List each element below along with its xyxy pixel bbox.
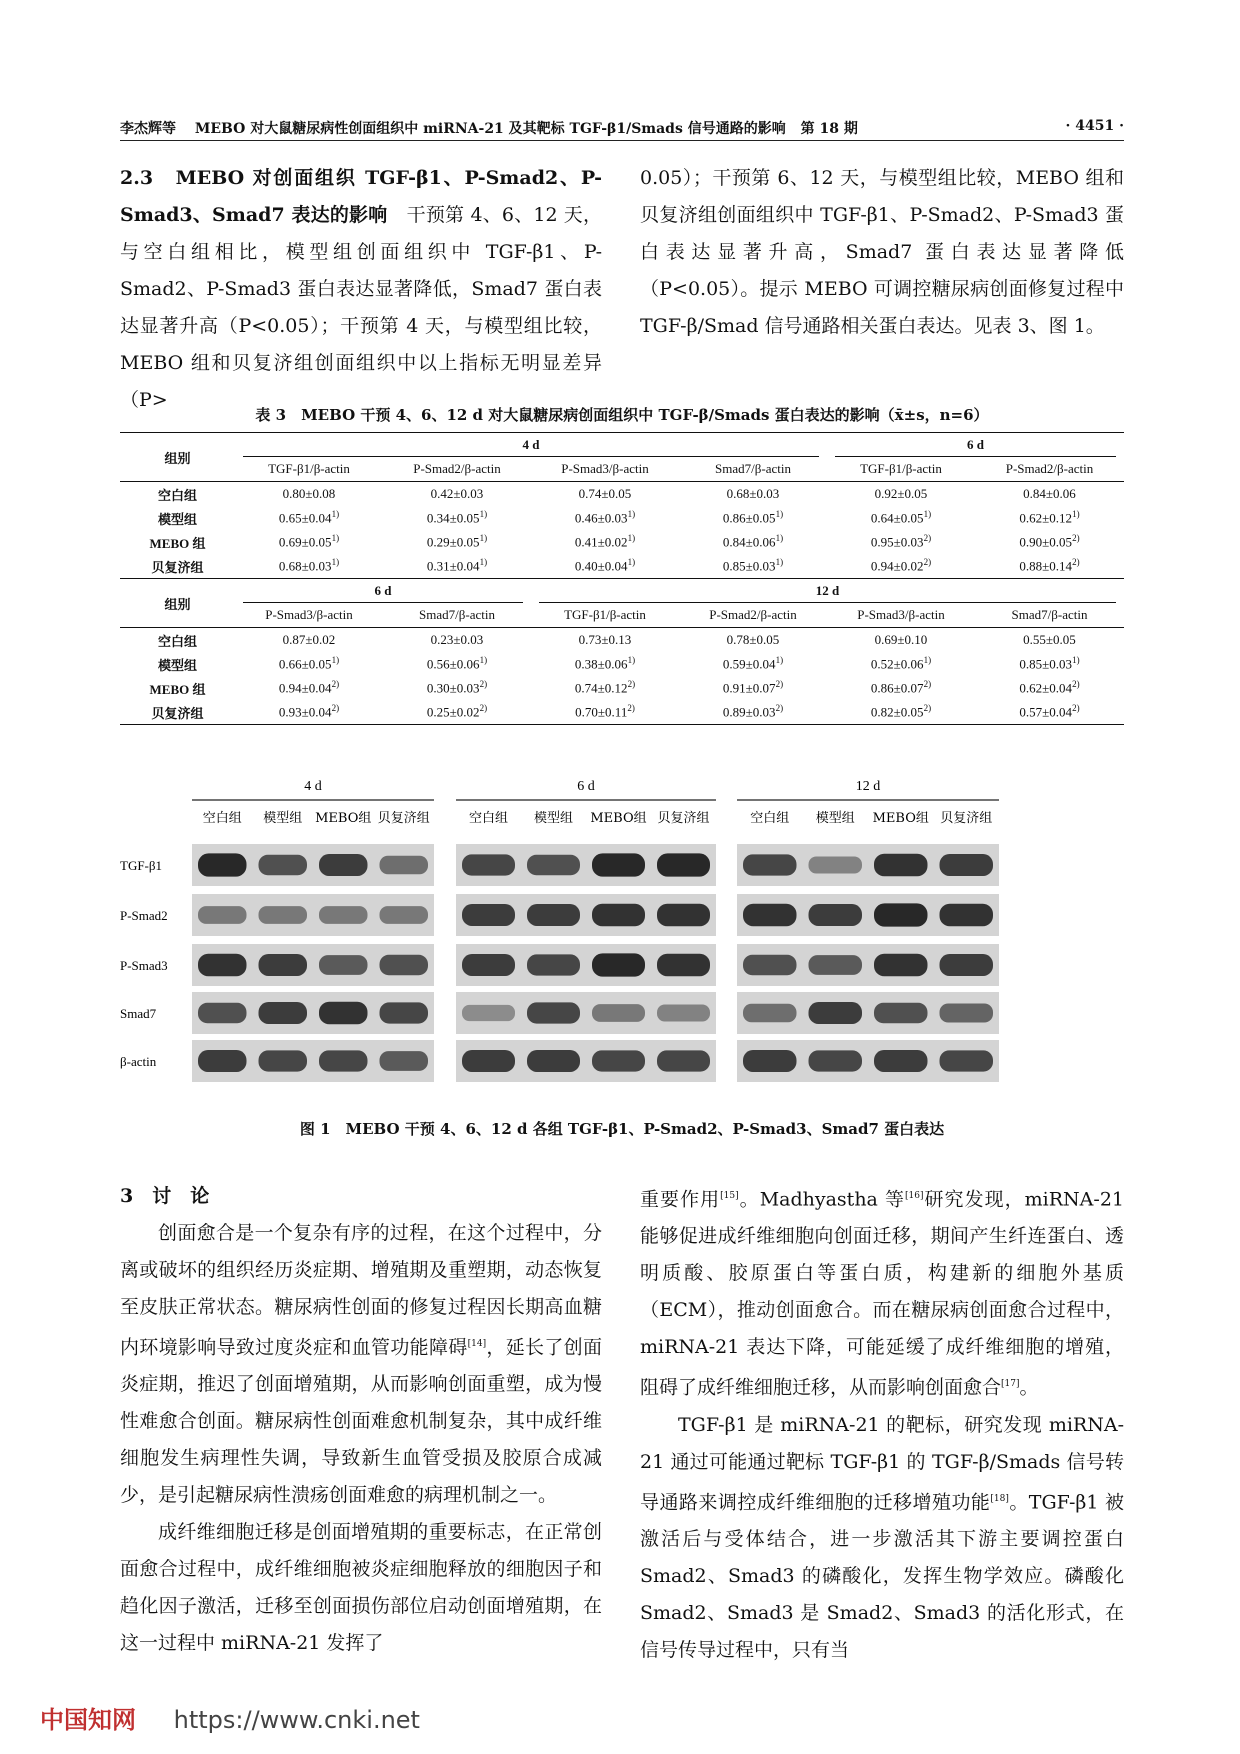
figure-1-caption: 图 1 MEBO 干预 4、6、12 d 各组 TGF-β1、P-Smad2、P-Smad3、Smad7 蛋白表达 [299, 1120, 945, 1138]
protein-band [940, 904, 994, 927]
table-cell [975, 506, 1124, 530]
significance-marker: 1) [627, 557, 636, 568]
significance-marker: 2) [331, 703, 340, 714]
timepoint-rule: 6 d [835, 434, 1116, 457]
cell-value: 0.69±0.05 [278, 534, 332, 550]
timepoint-rule: 6 d [243, 580, 523, 603]
protein-band [809, 1002, 863, 1024]
significance-marker: 2) [479, 679, 488, 690]
significance-marker: 2) [923, 533, 932, 544]
protein-band [809, 857, 863, 874]
discussion-paragraph-3: TGF-β1 是 miRNA-21 的靶标，研究发现 miRNA-21 通过可能通过靶标 TGF-β1 的 TGF-β/Smads 信号转导通路来调控成纤维细胞的迁移增殖功能 [640, 1413, 1124, 1513]
cell-value: 0.94±0.04 [278, 680, 332, 696]
table-cell [975, 700, 1124, 725]
significance-marker: 1) [627, 509, 636, 520]
table-cell [679, 652, 827, 676]
cell-value: 0.84±0.06 [722, 534, 776, 550]
lane-label: 模型组 [263, 811, 303, 826]
table-cell [235, 530, 383, 554]
ref-17: [17] [1001, 1379, 1020, 1390]
group-header: 组别 [120, 579, 235, 628]
ref-18: [18] [990, 1493, 1009, 1504]
row-group-label: 模型组 [157, 511, 197, 527]
table-cell [235, 482, 383, 507]
protein-band [198, 906, 247, 924]
significance-marker: 1) [331, 509, 340, 520]
cell-value: 0.31±0.04 [426, 558, 480, 574]
timepoint-label: 12 d [855, 780, 881, 794]
table-cell [679, 530, 827, 554]
column-header: P-Smad2/β-actin [709, 607, 797, 622]
section-2-3-text: 干预第 4、6、12 天，与空白组相比，模型组创面组织中 TGF-β1、P-Smad2、P-Smad3 蛋白表达显著降低，Smad7 蛋白表达显著升高（P<0.05）；干预第 4 天，与模型组比较，MEBO 组和贝复济组创面组织中以上指标无明显差异（P> [120, 204, 603, 411]
protein-band [527, 855, 580, 876]
timepoint-label: 6 d [577, 780, 595, 794]
cell-value: 0.78±0.05 [726, 632, 780, 647]
significance-marker: 1) [775, 655, 784, 666]
table-cell [383, 554, 531, 579]
table-cell [383, 506, 531, 530]
protein-band [809, 1050, 863, 1071]
lane-label: 模型组 [533, 811, 574, 826]
table-cell [383, 700, 531, 725]
discussion-paragraph-2-cont-d: 。 [1019, 1376, 1039, 1399]
table-row [120, 530, 1124, 554]
column-header: P-Smad2/β-actin [1005, 461, 1094, 476]
protein-band [462, 954, 515, 976]
table-cell [827, 628, 975, 653]
header-title: MEBO 对大鼠糖尿病性创面组织中 miRNA-21 及其靶标 TGF-β1/Smads 信号通路的影响 [194, 121, 786, 137]
protein-band [874, 854, 928, 877]
discussion-paragraph-2-cont-c: 研究发现，miRNA-21 能够促进成纤维细胞向创面迁移，期间产生纤连蛋白、透明质酸、胶原蛋白等蛋白质，构建新的细胞外基质（ECM），推动创面愈合。而在糖尿病创面愈合过程中，miRNA-21 表达下降，可能延缓了成纤维细胞的增殖，阻碍了成纤维细胞迁移，从而影响创面愈合 [640, 1188, 1124, 1399]
significance-marker: 2) [923, 557, 932, 568]
discussion-paragraph-2-cont-b: 。Madhyastha 等 [738, 1188, 905, 1211]
protein-band [380, 856, 429, 874]
protein-band [259, 1002, 308, 1024]
cell-value: 0.30±0.03 [426, 680, 480, 696]
table-cell [827, 676, 975, 700]
cell-value: 0.68±0.03 [278, 558, 332, 574]
table-row [120, 652, 1124, 676]
table-cell [235, 676, 383, 700]
protein-label: β-actin [120, 1054, 157, 1069]
significance-marker: 2) [1072, 557, 1080, 568]
column-header: P-Smad3/β-actin [857, 607, 945, 622]
table-cell [235, 506, 383, 530]
table-cell [383, 628, 531, 653]
row-group-label: 贝复济组 [120, 554, 235, 579]
timepoint-rule: 12 d [539, 580, 1116, 603]
column-header: TGF-β1/β-actin [268, 461, 350, 476]
column-header: P-Smad3/β-actin [561, 461, 649, 476]
cell-value: 0.29±0.05 [426, 534, 480, 550]
table-cell [827, 554, 975, 579]
timepoint-header [531, 579, 1124, 604]
protein-band [940, 1003, 994, 1022]
table-cell [827, 652, 975, 676]
cell-value: 0.93±0.04 [278, 704, 332, 720]
lane-label: 贝复济组 [377, 811, 430, 826]
cell-value: 0.87±0.02 [282, 632, 336, 647]
significance-marker: 1) [479, 655, 488, 666]
discussion-paragraph-3b: 。TGF-β1 被激活后与受体结合，进一步激活其下游主要调控蛋白 Smad2、Smad3 的磷酸化，发挥生物学效应。磷酸化 Smad2、Smad3 是 Smad2、Smad3 的活化形式，在信号传导过程中，只有当 [640, 1490, 1124, 1661]
table-cell [975, 530, 1124, 554]
cell-value: 0.66±0.05 [278, 656, 332, 672]
significance-marker: 1) [331, 533, 340, 544]
right-column-bottom [640, 1178, 1124, 1669]
protein-band [592, 904, 645, 927]
table-cell [235, 554, 383, 579]
table-cell [531, 530, 679, 554]
cell-value: 0.94±0.02 [870, 558, 924, 574]
protein-band [198, 1003, 247, 1024]
table-cell [235, 628, 383, 653]
cell-value: 0.41±0.02 [574, 534, 628, 550]
protein-band [527, 1002, 580, 1023]
running-header [120, 118, 1124, 138]
cnki-url[interactable]: https://www.cnki.net [173, 1706, 420, 1734]
lane-label: 贝复济组 [657, 811, 710, 826]
protein-band [657, 904, 710, 927]
protein-band [874, 903, 928, 926]
cell-value: 0.25±0.02 [426, 704, 480, 720]
table-row [120, 482, 1124, 507]
cell-value: 0.74±0.12 [574, 680, 628, 696]
cell-value: 0.89±0.03 [722, 704, 776, 720]
ref-14: [14] [467, 1339, 487, 1349]
table-cell [383, 530, 531, 554]
cell-value: 0.95±0.03 [870, 534, 924, 550]
cell-value: 0.74±0.05 [578, 486, 632, 501]
cell-value: 0.62±0.12 [1019, 510, 1073, 526]
discussion-paragraph-2: 成纤维细胞迁移是创面增殖期的重要标志，在正常创面愈合过程中，成纤维细胞被炎症细胞释放的细胞因子和趋化因子激活，迁移至创面损伤部位启动创面增殖期，在这一过程中 miRNA-21 发挥了 [120, 1521, 602, 1655]
cell-value: 0.55±0.05 [1023, 632, 1076, 647]
significance-marker: 1) [479, 557, 488, 568]
protein-band [743, 854, 797, 875]
protein-band [592, 853, 645, 876]
lane-label: 空白组 [468, 811, 509, 826]
header-rule [120, 140, 1124, 141]
cell-value: 0.62±0.04 [1019, 680, 1073, 696]
cell-value: 0.82±0.05 [870, 704, 924, 720]
discussion-paragraph-1b: ，延长了创面炎症期，推迟了创面增殖期，从而影响创面重塑，成为慢性难愈合创面。糖尿病性创面难愈机制复杂，其中成纤维细胞发生病理性失调，导致新生血管受损及胶原合成减少，是引起糖尿病性溃疡创面难愈的病理机制之一。 [120, 1336, 602, 1507]
cell-value: 0.59±0.04 [722, 656, 776, 672]
table-cell [531, 676, 679, 700]
row-group-label: 模型组 [157, 657, 197, 673]
protein-band [940, 854, 994, 876]
cell-value: 0.88±0.14 [1019, 558, 1073, 574]
header-authors: 李杰辉等 [120, 121, 176, 137]
column-header: Smad7/β-actin [1011, 607, 1088, 622]
protein-band [743, 1004, 797, 1022]
protein-band [462, 854, 515, 875]
protein-band [259, 1050, 308, 1071]
table-row [120, 506, 1124, 530]
protein-band [592, 953, 645, 976]
significance-marker: 1) [627, 533, 636, 544]
significance-marker: 2) [775, 679, 784, 690]
protein-band [527, 1050, 580, 1072]
cell-value: 0.68±0.03 [726, 486, 780, 501]
protein-band [259, 954, 308, 976]
table-cell [975, 652, 1124, 676]
lane-label: MEBO组 [872, 811, 929, 826]
cell-value: 0.80±0.08 [282, 486, 336, 501]
protein-band [259, 855, 308, 876]
significance-marker: 1) [1072, 509, 1080, 520]
protein-band [319, 1002, 368, 1025]
footer [40, 1700, 420, 1735]
significance-marker: 2) [627, 703, 635, 714]
figure-1-western-blot [120, 780, 1124, 1100]
cell-value: 0.52±0.06 [870, 656, 924, 672]
table-cell [531, 482, 679, 507]
table-row [120, 554, 1124, 579]
cell-value: 0.38±0.06 [574, 656, 628, 672]
protein-band [743, 904, 797, 927]
column-header: TGF-β1/β-actin [564, 607, 646, 622]
significance-marker: 1) [479, 509, 488, 520]
protein-band [657, 853, 710, 876]
cell-value: 0.56±0.06 [426, 656, 480, 672]
cell-value: 0.69±0.10 [874, 632, 928, 647]
protein-band [319, 955, 368, 975]
significance-marker: 1) [923, 509, 932, 520]
table-cell [235, 652, 383, 676]
discussion-paragraph-2-cont-a: 重要作用 [640, 1188, 721, 1211]
cell-value: 0.40±0.04 [574, 558, 628, 574]
table-cell [531, 506, 679, 530]
significance-marker: 2) [775, 703, 784, 714]
timepoint-rule: 4 d [243, 434, 819, 457]
cell-value: 0.85±0.03 [722, 558, 776, 574]
cell-value: 0.57±0.04 [1019, 704, 1073, 720]
ref-16: [16] [904, 1191, 924, 1201]
protein-band [198, 853, 247, 876]
significance-marker: 1) [775, 509, 784, 520]
column-header: P-Smad2/β-actin [413, 461, 501, 476]
protein-band [380, 1002, 429, 1023]
significance-marker: 1) [331, 557, 340, 568]
protein-label: TGF-β1 [120, 858, 163, 873]
significance-marker: 2) [331, 679, 340, 690]
protein-band [592, 1004, 645, 1022]
table-cell [679, 506, 827, 530]
table-cell [531, 700, 679, 725]
cell-value: 0.65±0.04 [278, 510, 332, 526]
protein-band [743, 1050, 797, 1072]
protein-band [940, 954, 994, 976]
ref-15: [15] [720, 1191, 739, 1201]
table-3 [120, 432, 1124, 725]
left-column-bottom [120, 1178, 602, 1662]
cell-value: 0.90±0.05 [1019, 534, 1073, 550]
protein-band [319, 1050, 368, 1071]
protein-band [657, 1050, 710, 1071]
protein-band [809, 904, 863, 926]
section-2-3-heading: 2.3 MEBO 对创面组织 TGF-β1、P-Smad2、P-Smad3、Smad7 表达的影响 [120, 167, 602, 226]
discussion-paragraph-1: 创面愈合是一个复杂有序的过程，在这个过程中，分离或破坏的组织经历炎症期、增殖期及重塑期，动态恢复至皮肤正常状态。糖尿病性创面的修复过程因长期高血糖内环境影响导致过度炎症和血管功能障碍 [120, 1222, 602, 1359]
right-column-top [640, 160, 1124, 345]
protein-band [940, 1050, 994, 1071]
table-cell [679, 700, 827, 725]
column-header: P-Smad3/β-actin [265, 607, 353, 622]
protein-band [874, 1003, 928, 1024]
table-row [120, 700, 1124, 725]
cell-value: 0.34±0.05 [426, 510, 480, 526]
row-group-label: 贝复济组 [120, 700, 235, 725]
left-column-top [120, 160, 602, 419]
protein-band [809, 955, 863, 975]
protein-band [319, 854, 368, 876]
column-header: Smad7/β-actin [715, 461, 791, 476]
protein-band [874, 954, 928, 977]
table-cell [975, 676, 1124, 700]
table-cell [975, 482, 1124, 507]
timepoint-label: 4 d [304, 780, 322, 794]
header-page-number: · 4451 · [1065, 118, 1124, 134]
significance-marker: 1) [479, 533, 488, 544]
significance-marker: 1) [627, 655, 636, 666]
lane-label: 模型组 [815, 811, 855, 826]
table-cell [679, 676, 827, 700]
significance-marker: 1) [923, 655, 932, 666]
table-cell [383, 652, 531, 676]
table-cell [827, 482, 975, 507]
lane-label: MEBO组 [590, 811, 647, 826]
protein-band [380, 906, 429, 924]
cell-value: 0.70±0.11 [575, 704, 628, 720]
protein-band [380, 1051, 429, 1071]
significance-marker: 2) [923, 703, 932, 714]
protein-band [462, 904, 515, 926]
row-group-label: MEBO 组 [149, 535, 206, 551]
cell-value: 0.84±0.06 [1023, 486, 1076, 501]
section-3-heading: 3 讨 论 [120, 1185, 210, 1207]
table-cell [679, 482, 827, 507]
timepoint-header [235, 433, 827, 458]
significance-marker: 1) [1072, 655, 1080, 666]
cell-value: 0.92±0.05 [874, 486, 928, 501]
cnki-logo: 中国知网 [40, 1706, 136, 1734]
protein-label: Smad7 [120, 1006, 157, 1021]
table-row [120, 676, 1124, 700]
row-group-label: 空白组 [120, 628, 235, 653]
table-row [120, 628, 1124, 653]
protein-band [527, 954, 580, 975]
protein-band [198, 1050, 247, 1072]
table-cell [679, 628, 827, 653]
protein-band [462, 1050, 515, 1072]
protein-band [319, 906, 368, 924]
table-cell [827, 506, 975, 530]
lane-label: 空白组 [750, 811, 790, 826]
cell-value: 0.86±0.07 [870, 680, 924, 696]
cell-value: 0.46±0.03 [574, 510, 628, 526]
table-cell [975, 628, 1124, 653]
lane-label: 贝复济组 [940, 811, 993, 826]
table-cell [827, 700, 975, 725]
table-3-caption: 表 3 MEBO 干预 4、6、12 d 对大鼠糖尿病创面组织中 TGF-β/Smads 蛋白表达的影响（x̄±s，n=6） [255, 406, 989, 424]
lane-label: MEBO组 [315, 811, 372, 826]
protein-label: P-Smad3 [120, 958, 168, 973]
cell-value: 0.73±0.13 [578, 632, 632, 647]
significance-marker: 2) [479, 703, 488, 714]
row-group-label: MEBO 组 [149, 681, 206, 697]
timepoint-header [235, 579, 531, 604]
table-cell [679, 554, 827, 579]
lane-label: 空白组 [202, 811, 242, 826]
significance-marker: 1) [775, 533, 784, 544]
protein-band [743, 955, 797, 976]
protein-band [657, 1005, 710, 1022]
significance-marker: 2) [923, 679, 932, 690]
group-header: 组别 [120, 433, 235, 482]
significance-marker: 1) [775, 557, 784, 568]
table-cell [383, 676, 531, 700]
table-cell [235, 700, 383, 725]
table-cell [383, 482, 531, 507]
significance-marker: 2) [1072, 679, 1080, 690]
significance-marker: 2) [1072, 533, 1080, 544]
section-2-3-text-cont: 0.05）；干预第 6、12 天，与模型组比较，MEBO 组和贝复济组创面组织中 TGF-β1、P-Smad2、P-Smad3 蛋白表达显著升高，Smad7 蛋白表达显著降低（P<0.05）。提示 MEBO 可调控糖尿病创面修复过程中 TGF-β/Smad 信号通路相关蛋白表达。见表 3、图 1。 [640, 167, 1124, 337]
protein-band [198, 954, 247, 977]
significance-marker: 1) [331, 655, 340, 666]
row-group-label: 空白组 [120, 482, 235, 507]
cell-value: 0.86±0.05 [722, 510, 776, 526]
table-cell [975, 554, 1124, 579]
significance-marker: 2) [627, 679, 636, 690]
timepoint-header [827, 433, 1124, 458]
significance-marker: 2) [1072, 703, 1080, 714]
table-cell [531, 554, 679, 579]
protein-band [657, 954, 710, 977]
header-issue: 第 18 期 [800, 121, 858, 137]
cell-value: 0.42±0.03 [430, 486, 484, 501]
cell-value: 0.64±0.05 [870, 510, 924, 526]
column-header: Smad7/β-actin [419, 607, 495, 622]
cell-value: 0.85±0.03 [1019, 656, 1073, 672]
protein-label: P-Smad2 [120, 908, 168, 923]
table-cell [531, 652, 679, 676]
cell-value: 0.23±0.03 [430, 632, 484, 647]
column-header: TGF-β1/β-actin [860, 461, 942, 476]
protein-band [592, 1050, 645, 1071]
table-cell [531, 628, 679, 653]
table-cell [827, 530, 975, 554]
protein-band [380, 955, 429, 976]
protein-band [527, 904, 580, 926]
protein-band [259, 906, 308, 924]
protein-band [874, 1050, 928, 1072]
cell-value: 0.91±0.07 [722, 680, 776, 696]
protein-band [462, 1005, 515, 1021]
